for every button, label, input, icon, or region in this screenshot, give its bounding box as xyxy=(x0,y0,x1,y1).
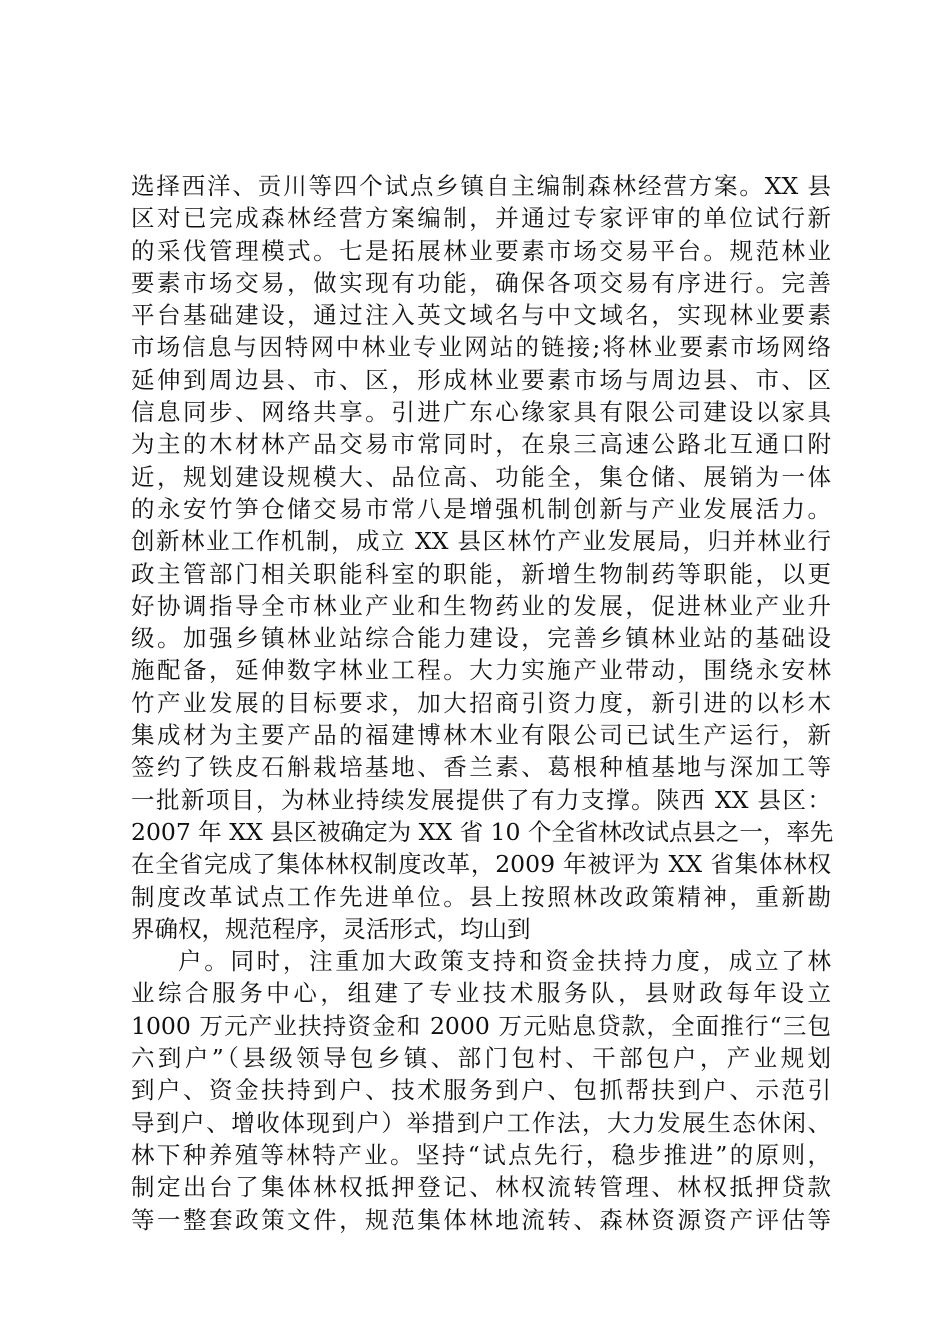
text-line: 市场信息与因特网中林业专业网站的链接;将林业要素市场网络 xyxy=(131,333,831,362)
text-line: 一批新项目，为林业持续发展提供了有力支撑。陕西 XX 县区： xyxy=(131,785,831,814)
text-line: 1000 万元产业扶持资金和 2000 万元贴息贷款，全面推行“三包 xyxy=(131,1011,831,1040)
text-line: 制定出台了集体林权抵押登记、林权流转管理、林权抵押贷款 xyxy=(131,1173,831,1202)
text-line: 户。同时，注重加大政策支持和资金扶持力度，成立了林 xyxy=(178,947,831,976)
text-line: 业综合服务中心，组建了专业技术服务队，县财政每年设立 xyxy=(131,979,831,1008)
text-line: 导到户、增收体现到户）举措到户工作法，大力发展生态休闲、 xyxy=(131,1108,831,1137)
text-line: 2007 年 XX 县区被确定为 XX 省 10 个全省林改试点县之一，率先 xyxy=(131,817,834,846)
text-line: 选择西洋、贡川等四个试点乡镇自主编制森林经营方案。XX 县 xyxy=(131,172,831,200)
text-line: 延伸到周边县、市、区，形成林业要素市场与周边县、市、区 xyxy=(131,365,831,394)
text-line: 好协调指导全市林业产业和生物药业的发展，促进林业产业升 xyxy=(131,591,831,620)
text-line: 等一整套政策文件，规范集体林地流转、森林资源资产评估等 xyxy=(131,1205,831,1234)
text-line: 平台基础建设，通过注入英文域名与中文域名，实现林业要素 xyxy=(131,301,831,330)
text-line: 政主管部门相关职能科室的职能，新增生物制药等职能，以更 xyxy=(131,559,831,588)
text-line: 林下种养殖等林特产业。坚持“试点先行，稳步推进”的原则， xyxy=(131,1140,831,1169)
text-line: 信息同步、网络共享。引进广东心缘家具有限公司建设以家具 xyxy=(131,398,831,427)
text-line: 签约了铁皮石斛栽培基地、香兰素、葛根种植基地与深加工等 xyxy=(131,753,831,782)
paragraph-2 xyxy=(131,945,831,1236)
text-line: 六到户”（县级领导包乡镇、部门包村、干部包户，产业规划 xyxy=(131,1044,831,1073)
text-line: 近，规划建设规模大、品位高、功能全，集仓储、展销为一体 xyxy=(131,462,831,491)
text-line: 集成材为主要产品的福建博林木业有限公司已试生产运行，新 xyxy=(131,721,831,750)
paragraph-1 xyxy=(131,170,834,945)
text-line: 施配备，延伸数字林业工程。大力实施产业带动，围绕永安林 xyxy=(131,656,831,685)
text-line: 制度改革试点工作先进单位。县上按照林改政策精神，重新勘 xyxy=(131,882,831,911)
text-line: 竹产业发展的目标要求，加大招商引资力度，新引进的以杉木 xyxy=(131,688,831,717)
text-line: 为主的木材林产品交易市常同时，在泉三高速公路北互通口附 xyxy=(131,430,831,459)
text-line: 的采伐管理模式。七是拓展林业要素市场交易平台。规范林业 xyxy=(131,236,831,265)
text-line: 要素市场交易，做实现有功能，确保各项交易有序进行。完善 xyxy=(131,268,831,297)
text-line: 的永安竹笋仓储交易市常八是增强机制创新与产业发展活力。 xyxy=(131,494,831,523)
text-line: 到户、资金扶持到户、技术服务到户、包抓帮扶到户、示范引 xyxy=(131,1076,831,1105)
document-page xyxy=(131,170,834,1236)
text-line: 级。加强乡镇林业站综合能力建设，完善乡镇林业站的基础设 xyxy=(131,624,831,653)
text-line: 区对已完成森林经营方案编制，并通过专家评审的单位试行新 xyxy=(131,204,831,233)
text-line: 创新林业工作机制，成立 XX 县区林竹产业发展局，归并林业行 xyxy=(131,527,831,556)
text-line: 在全省完成了集体林权制度改革，2009 年被评为 XX 省集体林权 xyxy=(131,850,831,879)
text-line: 界确权，规范程序，灵活形式，均山到 xyxy=(131,914,531,943)
